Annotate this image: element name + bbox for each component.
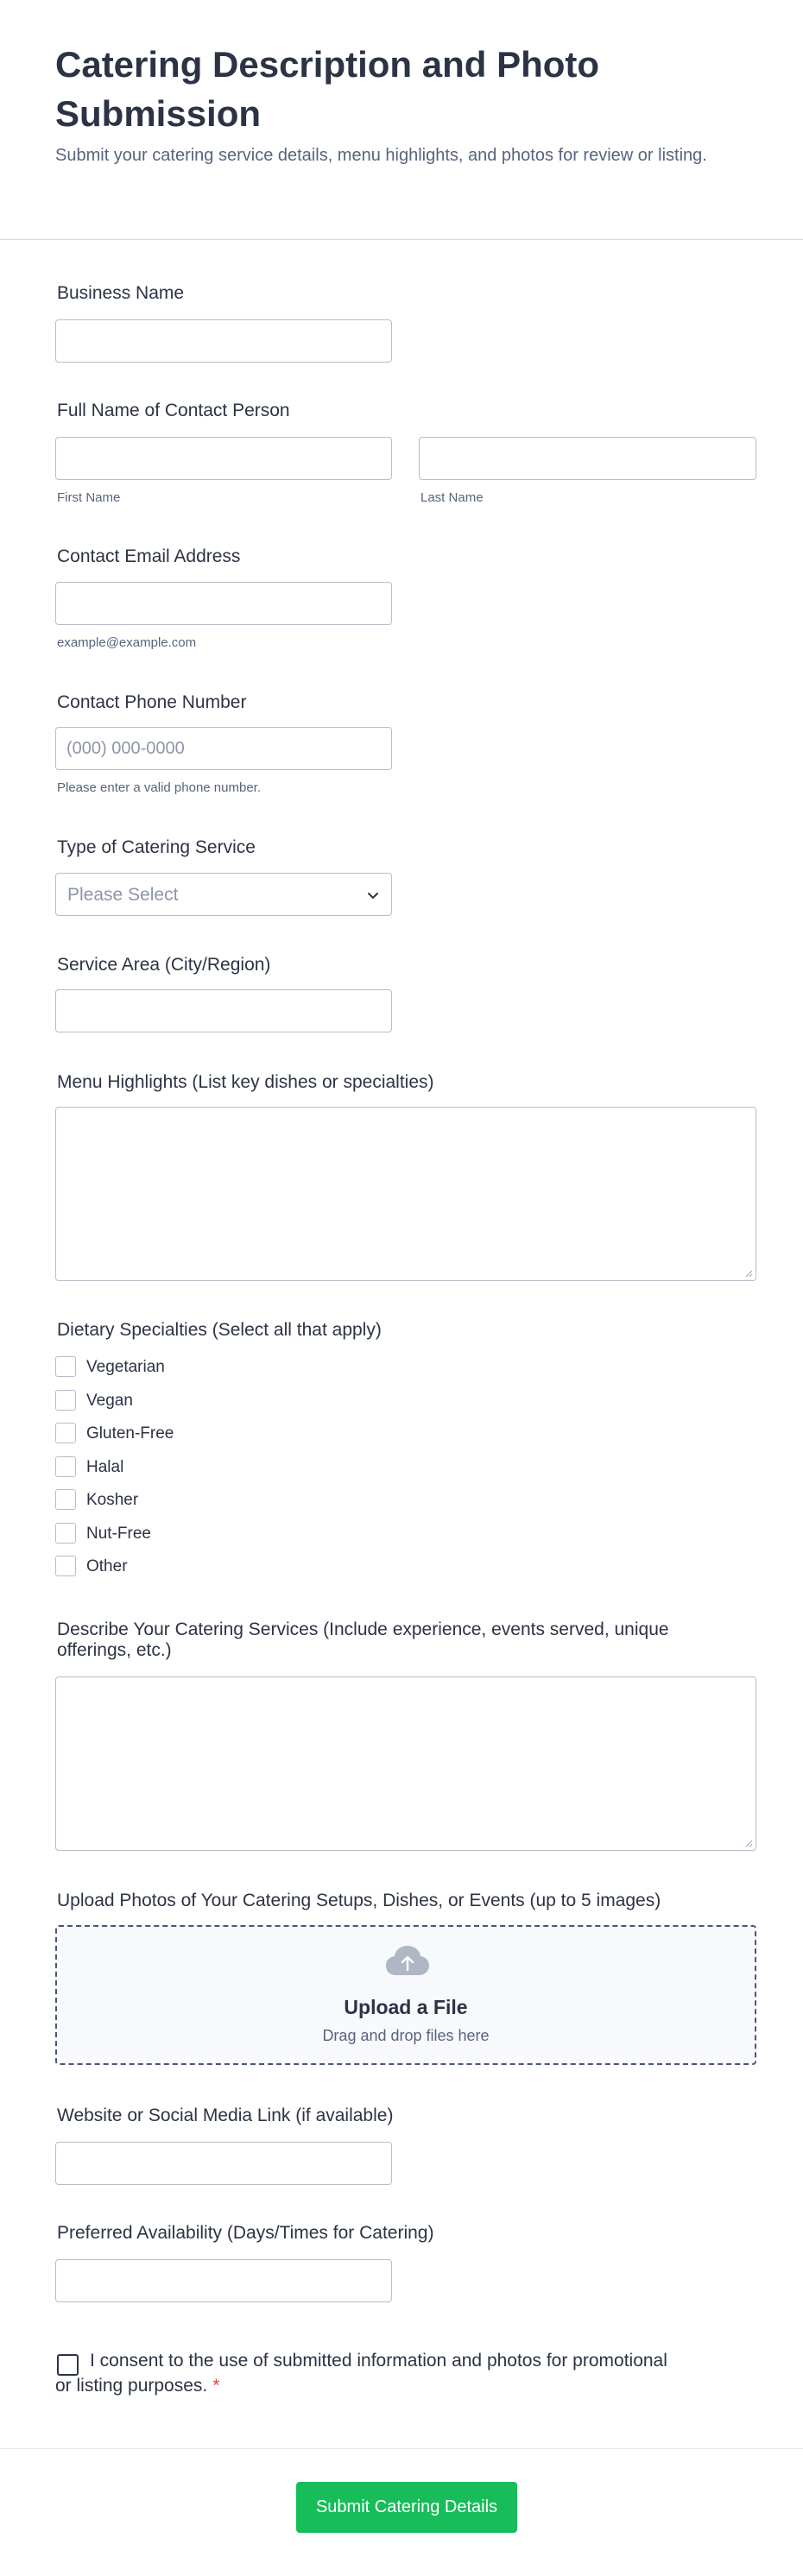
required-asterisk: * bbox=[212, 2376, 220, 2396]
service-type-select[interactable] bbox=[55, 873, 392, 916]
chevron-down-icon bbox=[365, 887, 381, 903]
service-type-label: Type of Catering Service bbox=[57, 837, 256, 857]
checkbox[interactable] bbox=[55, 1489, 76, 1510]
checkbox[interactable] bbox=[55, 1523, 76, 1544]
email-sublabel: example@example.com bbox=[57, 635, 197, 650]
email-field bbox=[55, 545, 756, 657]
phone-field bbox=[55, 691, 756, 803]
contact-name-label: Full Name of Contact Person bbox=[57, 401, 290, 420]
service-area-label: Service Area (City/Region) bbox=[57, 955, 271, 975]
service-type-field bbox=[55, 836, 756, 918]
dietary-option-other[interactable] bbox=[55, 1556, 401, 1578]
dietary-option-vegan[interactable] bbox=[55, 1390, 401, 1412]
file-upload-dropzone[interactable] bbox=[55, 1925, 756, 2065]
business-name-input[interactable] bbox=[55, 319, 392, 363]
form-header bbox=[0, 0, 803, 240]
availability-input[interactable] bbox=[55, 2259, 392, 2302]
description-field bbox=[55, 1619, 756, 1853]
dietary-option-vegetarian[interactable] bbox=[55, 1356, 401, 1379]
consent-text-block bbox=[55, 2348, 677, 2398]
availability-label: Preferred Availability (Days/Times for Catering) bbox=[57, 2223, 434, 2243]
checkbox[interactable] bbox=[55, 1356, 76, 1377]
page-title: Catering Description and Photo Submission bbox=[55, 44, 600, 134]
dietary-option-gluten-free[interactable] bbox=[55, 1423, 401, 1445]
form-footer bbox=[0, 2448, 803, 2576]
dietary-option-nut-free[interactable] bbox=[55, 1523, 401, 1545]
first-name-sublabel: First Name bbox=[57, 490, 121, 505]
checkbox[interactable] bbox=[55, 1423, 76, 1443]
availability-field bbox=[55, 2221, 756, 2303]
service-area-field bbox=[55, 953, 756, 1035]
checkbox-label: Kosher bbox=[86, 1491, 139, 1509]
upload-title: Upload a File bbox=[344, 1996, 468, 2018]
phone-sublabel: Please enter a valid phone number. bbox=[57, 780, 261, 795]
checkbox-label: Vegetarian bbox=[86, 1358, 165, 1376]
checkbox[interactable] bbox=[55, 1556, 76, 1576]
dietary-option-kosher[interactable] bbox=[55, 1489, 401, 1512]
business-name-field bbox=[55, 281, 756, 363]
menu-highlights-textarea[interactable] bbox=[55, 1107, 756, 1281]
upload-subtitle: Drag and drop files here bbox=[322, 2027, 490, 2044]
contact-name-field bbox=[55, 399, 756, 511]
resize-grip-icon[interactable] bbox=[744, 1839, 753, 1847]
consent-label: I consent to the use of submitted information and photos for promotional or listing purposes. bbox=[55, 2351, 667, 2396]
dietary-label: Dietary Specialties (Select all that apply) bbox=[57, 1320, 382, 1340]
checkbox-label: Vegan bbox=[86, 1392, 133, 1410]
description-textarea[interactable] bbox=[55, 1676, 756, 1851]
menu-highlights-label: Menu Highlights (List key dishes or specialties) bbox=[57, 1072, 434, 1092]
email-label: Contact Email Address bbox=[57, 546, 241, 566]
menu-highlights-field bbox=[55, 1070, 756, 1282]
checkbox-label: Nut-Free bbox=[86, 1525, 151, 1543]
service-type-selected: Please Select bbox=[67, 885, 179, 905]
email-input[interactable] bbox=[55, 582, 392, 625]
website-input[interactable] bbox=[55, 2142, 392, 2185]
checkbox-label: Other bbox=[86, 1557, 128, 1575]
first-name-input[interactable] bbox=[55, 437, 392, 480]
page-subtitle: Submit your catering service details, menu highlights, and photos for review or listing. bbox=[55, 146, 707, 165]
resize-grip-icon[interactable] bbox=[744, 1269, 753, 1278]
website-field bbox=[55, 2104, 756, 2186]
last-name-sublabel: Last Name bbox=[420, 490, 484, 505]
checkbox-label: Gluten-Free bbox=[86, 1424, 174, 1443]
business-name-label: Business Name bbox=[57, 283, 185, 303]
cloud-upload-icon bbox=[385, 1944, 430, 1979]
photos-label: Upload Photos of Your Catering Setups, Dishes, or Events (up to 5 images) bbox=[57, 1891, 661, 1910]
submit-button[interactable]: Submit Catering Details bbox=[296, 2482, 517, 2533]
phone-input[interactable] bbox=[55, 727, 392, 770]
dietary-field bbox=[55, 1318, 756, 1577]
checkbox[interactable] bbox=[55, 1390, 76, 1411]
last-name-input[interactable] bbox=[419, 437, 756, 480]
service-area-input[interactable] bbox=[55, 989, 392, 1032]
website-label: Website or Social Media Link (if available) bbox=[57, 2106, 394, 2125]
description-label: Describe Your Catering Services (Include experience, events served, unique offerings, etc.) bbox=[57, 1619, 669, 1660]
checkbox[interactable] bbox=[55, 1456, 76, 1477]
dietary-option-halal[interactable] bbox=[55, 1456, 401, 1479]
phone-label: Contact Phone Number bbox=[57, 692, 247, 712]
checkbox-label: Halal bbox=[86, 1458, 124, 1476]
photos-field bbox=[55, 1889, 756, 2070]
